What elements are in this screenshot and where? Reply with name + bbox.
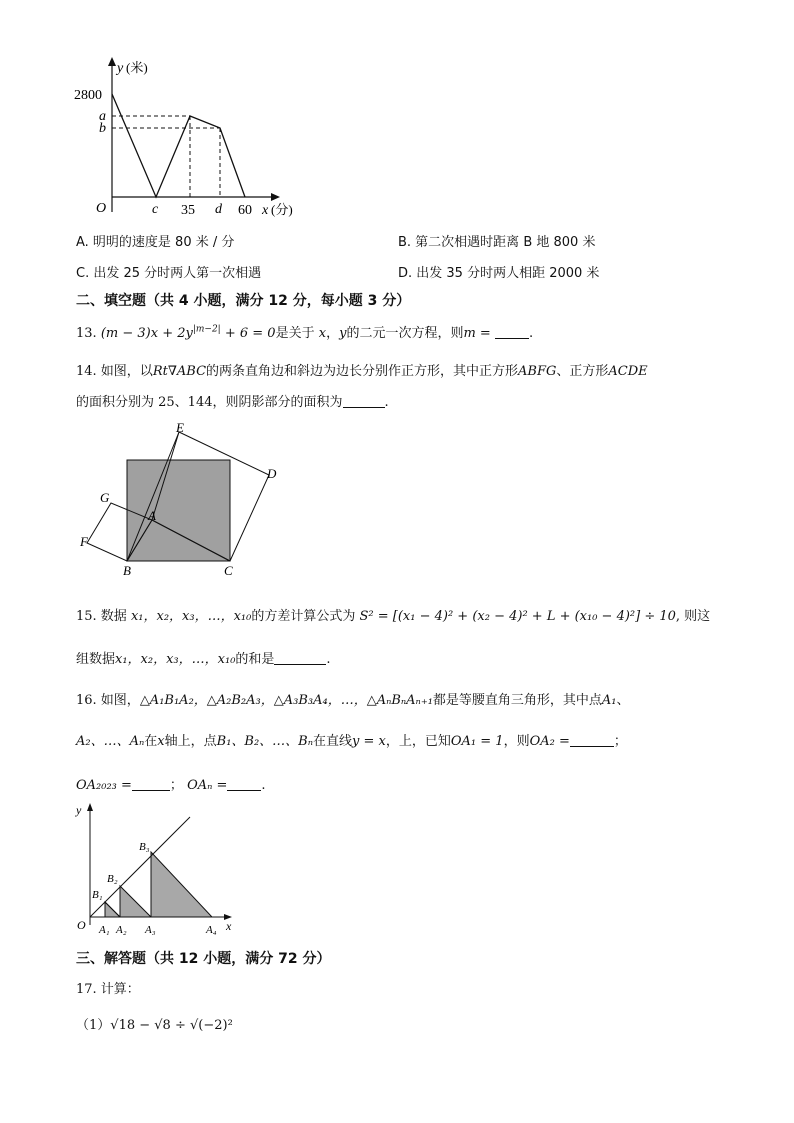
question-13 (76, 322, 533, 341)
triangles-figure (72, 800, 242, 940)
question-16-line2 (76, 730, 627, 749)
q16-intro: 16. 如图， (76, 693, 140, 708)
q16-semi-2: ； (169, 778, 183, 793)
fig16-y-label: y (76, 803, 82, 817)
q15-text: 的方差计算公式为 (251, 609, 356, 624)
fig14-label-g: G (100, 490, 110, 505)
fig16-a4: A₄ (206, 924, 217, 936)
tick-a: a (99, 109, 106, 124)
q17-title: 17. 计算： (76, 982, 140, 997)
q13-lhs: (m − 3)x + 2y (100, 326, 193, 341)
q16-oa2-blank[interactable] (570, 734, 614, 747)
q16-oan-blank[interactable] (227, 778, 261, 791)
origin-label: O (96, 201, 107, 216)
x-axis-label: x (262, 203, 269, 218)
fig14-label-f: F (80, 534, 88, 549)
fig14-label-e: E (176, 420, 184, 435)
q16-text6: ，则 (503, 734, 530, 749)
tick-2800: 2800 (74, 88, 102, 103)
q13-rest: + 6 = 0 (220, 326, 276, 341)
q15-formula: S² = [(x₁ − 4)² + (x₂ − 4)² + L + (x₁₀ − 4)²] ÷ 10 (359, 609, 676, 624)
q16-x: x (157, 734, 165, 749)
q14-end: . (384, 395, 389, 410)
fig14-label-b: B (123, 563, 131, 578)
q17-part1-label: （1） (76, 1018, 111, 1033)
q15-text2: , 则这 (675, 609, 711, 624)
q13-end: . (528, 326, 534, 341)
q15-line2a: 组数据 (76, 652, 116, 667)
q14-acde: ACDE (608, 364, 648, 379)
q16-a-points: A₂、…、Aₙ (76, 734, 145, 749)
q14-text2: 、正方形 (556, 364, 609, 379)
q13-var-x: x (318, 326, 327, 341)
fig16-a2: A₂ (116, 924, 127, 936)
fig16-b1: B₁ (92, 889, 103, 901)
fig14-label-c: C (224, 563, 233, 578)
q16-semi: ； (613, 734, 627, 749)
q15-vars: x₁，x₂，x₃，…，x₁₀ (130, 609, 252, 624)
tick-c: c (152, 202, 159, 217)
section-3-heading: 三、解答题（共 12 小题，满分 72 分） (76, 951, 331, 967)
squares-figure (75, 420, 290, 580)
q16-oa2: OA₂ = (529, 734, 570, 749)
q15-answer-blank[interactable] (274, 652, 326, 665)
q13-exponent: |m−2| (192, 324, 221, 335)
q16-end: . (261, 778, 266, 793)
question-14-line1 (76, 360, 648, 379)
q17-part1-expr: √18 − √8 ÷ √(−2)² (110, 1018, 233, 1033)
q13-var-m: m (463, 326, 476, 341)
option-c: C. 出发 25 分时两人第一次相遇 (76, 266, 262, 281)
q13-text2: 的二元一次方程，则 (346, 326, 464, 341)
fig16-a1: A₁ (99, 924, 110, 936)
question-14-line2 (76, 391, 389, 410)
q13-var-y: y (339, 326, 347, 341)
section-2-heading: 二、填空题（共 4 小题，满分 12 分，每小题 3 分） (76, 293, 411, 309)
fig16-a3: A₃ (145, 924, 156, 936)
question-16-line3 (76, 774, 266, 793)
q14-line2: 的面积分别为 25、144，则阴影部分的面积为 (76, 395, 343, 410)
q17-part1 (76, 1014, 233, 1033)
option-d: D. 出发 35 分时两人相距 2000 米 (398, 266, 600, 281)
q14-triangle: Rt∇ABC (152, 364, 207, 379)
y-axis-label: y (117, 61, 124, 76)
q13-number: 13. (76, 326, 97, 341)
q16-oa1: OA₁ = 1 (450, 734, 504, 749)
option-a: A. 明明的速度是 80 米 / 分 (76, 235, 235, 250)
fig16-b2: B₂ (107, 873, 118, 885)
q16-text4: 在直线 (313, 734, 353, 749)
x-unit-label: (分) (271, 202, 293, 217)
q16-oan: OAₙ = (187, 778, 228, 793)
q16-triangles: △A₁B₁A₂，△A₂B₂A₃，△A₃B₃A₄，…，△AₙBₙAₙ₊₁ (139, 693, 433, 708)
fig14-label-a: A (148, 508, 156, 523)
q15-intro: 15. 数据 (76, 609, 127, 624)
question-15-line1 (76, 605, 710, 624)
q16-text3: 轴上，点 (164, 734, 217, 749)
q14-intro: 14. 如图，以 (76, 364, 153, 379)
tick-60: 60 (238, 203, 252, 218)
q15-vars-2: x₁，x₂，x₃，…，x₁₀ (115, 652, 236, 667)
q13-sep: ， (326, 326, 340, 341)
option-b: B. 第二次相遇时距离 B 地 800 米 (398, 235, 596, 250)
q16-text: 都是等腰直角三角形，其中点 (432, 693, 602, 708)
question-15-line2 (76, 648, 331, 667)
y-unit-label: (米) (126, 60, 148, 75)
fig14-label-d: D (267, 466, 277, 481)
q16-text5: ，上，已知 (385, 734, 451, 749)
q14-answer-blank[interactable] (343, 395, 385, 408)
q13-text: 是关于 (275, 326, 315, 341)
q16-sep: 、 (616, 693, 630, 708)
tick-b: b (99, 121, 106, 136)
fig16-b3: B₃ (139, 841, 150, 853)
tick-35: 35 (181, 203, 195, 218)
question-16-line1 (76, 689, 630, 708)
fig16-origin: O (77, 918, 86, 932)
q16-oa2023: OA₂₀₂₃ = (76, 778, 132, 793)
q16-b-points: B₁、B₂、…、Bₙ (216, 734, 313, 749)
fig16-x-label: x (226, 919, 232, 933)
q16-a1: A₁ (601, 693, 617, 708)
tick-d: d (215, 202, 222, 217)
q14-text: 的两条直角边和斜边为边长分别作正方形，其中正方形 (206, 364, 519, 379)
q14-abfg: ABFG (518, 364, 557, 379)
q16-text2: 在 (144, 734, 158, 749)
distance-time-graph (70, 52, 310, 232)
q13-answer-blank[interactable] (495, 326, 529, 339)
q16-line-eq: y = x (352, 734, 386, 749)
q13-eq: = (475, 326, 495, 341)
q15-end: . (326, 652, 331, 667)
q16-oa2023-blank[interactable] (132, 778, 170, 791)
q15-line2b: 的和是 (235, 652, 275, 667)
